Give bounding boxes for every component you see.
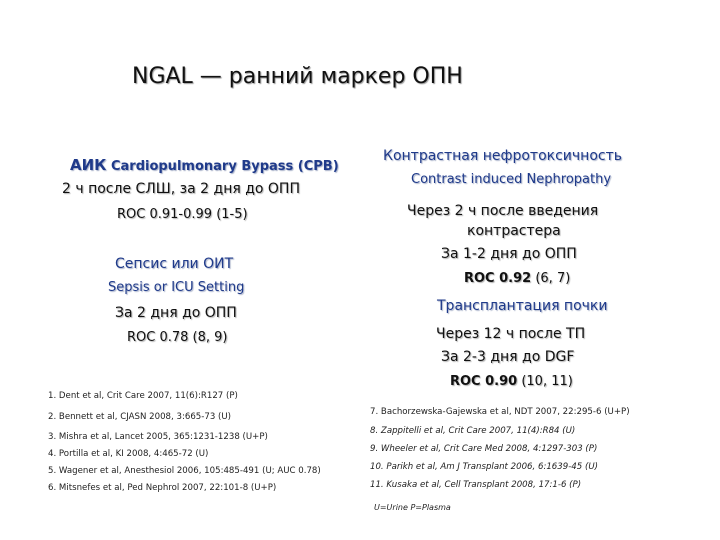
reference-5: 5. Wagener et al, Anesthesiol 2006, 105:485-491 (U; AUC 0.78) xyxy=(48,466,321,476)
urine-plasma-legend: U=Urine P=Plasma xyxy=(374,503,451,512)
sepsis-subheading: Sepsis or ICU Setting xyxy=(108,280,245,295)
reference-9: 9. Wheeler et al, Crit Care Med 2008, 4:1297-303 (P) xyxy=(370,444,598,454)
transplant-heading: Трансплантация почки xyxy=(437,298,608,314)
contrast-timing-line1: Через 2 ч после введения xyxy=(407,203,599,219)
transplant-timing: Через 12 ч после ТП xyxy=(436,326,586,342)
transplant-roc-value: ROC 0.90 xyxy=(450,374,518,389)
reference-4: 4. Portilla et al, KI 2008, 4:465-72 (U) xyxy=(48,449,209,459)
sepsis-roc: ROC 0.78 (8, 9) xyxy=(127,330,228,345)
transplant-roc xyxy=(450,374,573,389)
reference-3: 3. Mishra et al, Lancet 2005, 365:1231-1238 (U+P) xyxy=(48,432,268,442)
transplant-roc-refs: (10, 11) xyxy=(517,374,573,389)
contrast-subheading: Contrast induced Nephropathy xyxy=(411,172,612,187)
reference-7: 7. Bachorzewska-Gajewska et al, NDT 2007, 22:295-6 (U+P) xyxy=(370,407,630,417)
sepsis-timing: За 2 дня до ОПП xyxy=(115,305,237,321)
contrast-days: За 1-2 дня до ОПП xyxy=(441,246,577,262)
transplant-dgf: За 2-3 дня до DGF xyxy=(441,349,575,365)
cpb-timing: 2 ч после СЛШ, за 2 дня до ОПП xyxy=(62,181,300,197)
reference-2: 2. Bennett et al, CJASN 2008, 3:665-73 (U) xyxy=(48,412,232,422)
slide-title: NGAL — ранний маркер ОПН xyxy=(132,64,463,89)
reference-1: 1. Dent et al, Crit Care 2007, 11(6):R127 (P) xyxy=(48,391,238,401)
contrast-roc-value: ROC 0.92 xyxy=(464,271,532,286)
aik-label: АИК xyxy=(70,156,107,174)
contrast-roc xyxy=(464,271,570,286)
reference-6: 6. Mitsnefes et al, Ped Nephrol 2007, 22:101-8 (U+P) xyxy=(48,483,277,493)
contrast-heading: Контрастная нефротоксичность xyxy=(383,148,622,164)
reference-10: 10. Parikh et al, Am J Transplant 2006, 6:1639-45 (U) xyxy=(370,462,598,472)
reference-11: 11. Kusaka et al, Cell Transplant 2008, 17:1-6 (P) xyxy=(370,480,582,490)
cpb-heading xyxy=(70,155,339,174)
reference-8: 8. Zappitelli et al, Crit Care 2007, 11(4):R84 (U) xyxy=(370,426,576,436)
cpb-label: Cardiopulmonary Bypass (CPB) xyxy=(106,159,339,174)
contrast-timing-line2: контрастера xyxy=(467,223,561,239)
contrast-roc-refs: (6, 7) xyxy=(531,271,571,286)
sepsis-heading: Сепсис или ОИТ xyxy=(115,256,234,272)
cpb-roc: ROC 0.91-0.99 (1-5) xyxy=(117,207,248,222)
